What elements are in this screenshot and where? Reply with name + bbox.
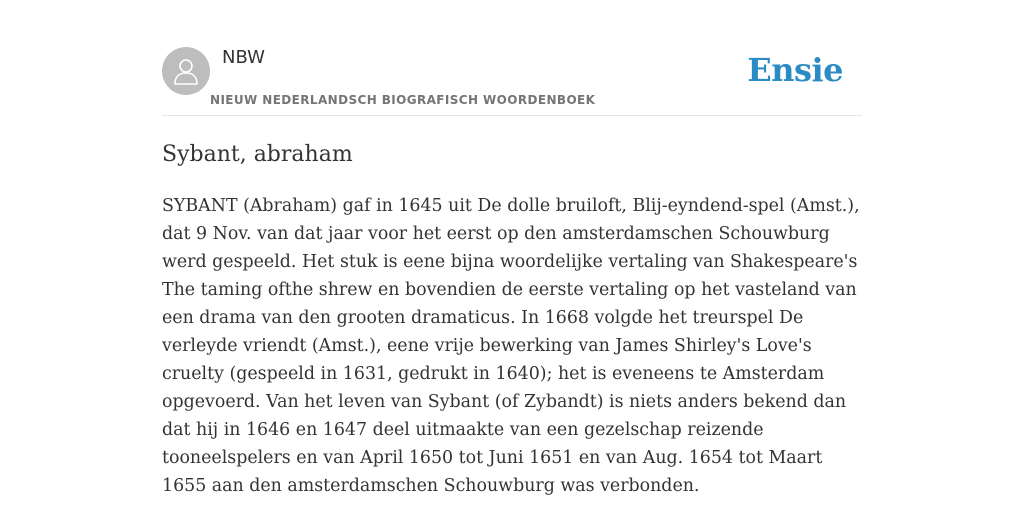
entry-body: SYBANT (Abraham) gaf in 1645 uit De dolle bruiloft, Blij-eyndend-spel (Amst.), dat 9 Nov. van dat jaar voor het eerst op den amsterdamschen Schouwburg werd gespeeld. Het stuk is eene bijna woordelijke vertaling van Shakespeare's The taming ofthe shrew en bovendien de eerste vertaling op het vasteland van een drama van den grooten dramaticus. In 1668 volgde het treurspel De verleyde vriendt (Amst.), eene vrije bewerking van James Shirley's Love's cruelty (gespeeld in 1631, gedrukt in 1640); het is eveneens te Amsterdam opgevoerd. Van het leven van Sybant (of Zybandt) is niets anders bekend dan dat hij in 1646 en 1647 deel uitmaakte van een gezelschap reizende tooneelspelers en van April 1650 tot Juni 1651 en van Aug. 1654 tot Maart 1655 aan den amsterdamschen Schouwburg was verbonden. xyxy=(162,196,860,496)
source-header xyxy=(162,46,862,116)
source-name[interactable]: NBW xyxy=(222,47,265,68)
ensie-logo[interactable]: Ensie xyxy=(747,51,843,89)
source-subtitle[interactable]: NIEUW NEDERLANDSCH BIOGRAFISCH WOORDENBOEK xyxy=(210,93,596,107)
entry-title: Sybant, abraham xyxy=(162,142,353,167)
user-icon xyxy=(173,56,199,86)
source-avatar[interactable] xyxy=(162,47,210,95)
